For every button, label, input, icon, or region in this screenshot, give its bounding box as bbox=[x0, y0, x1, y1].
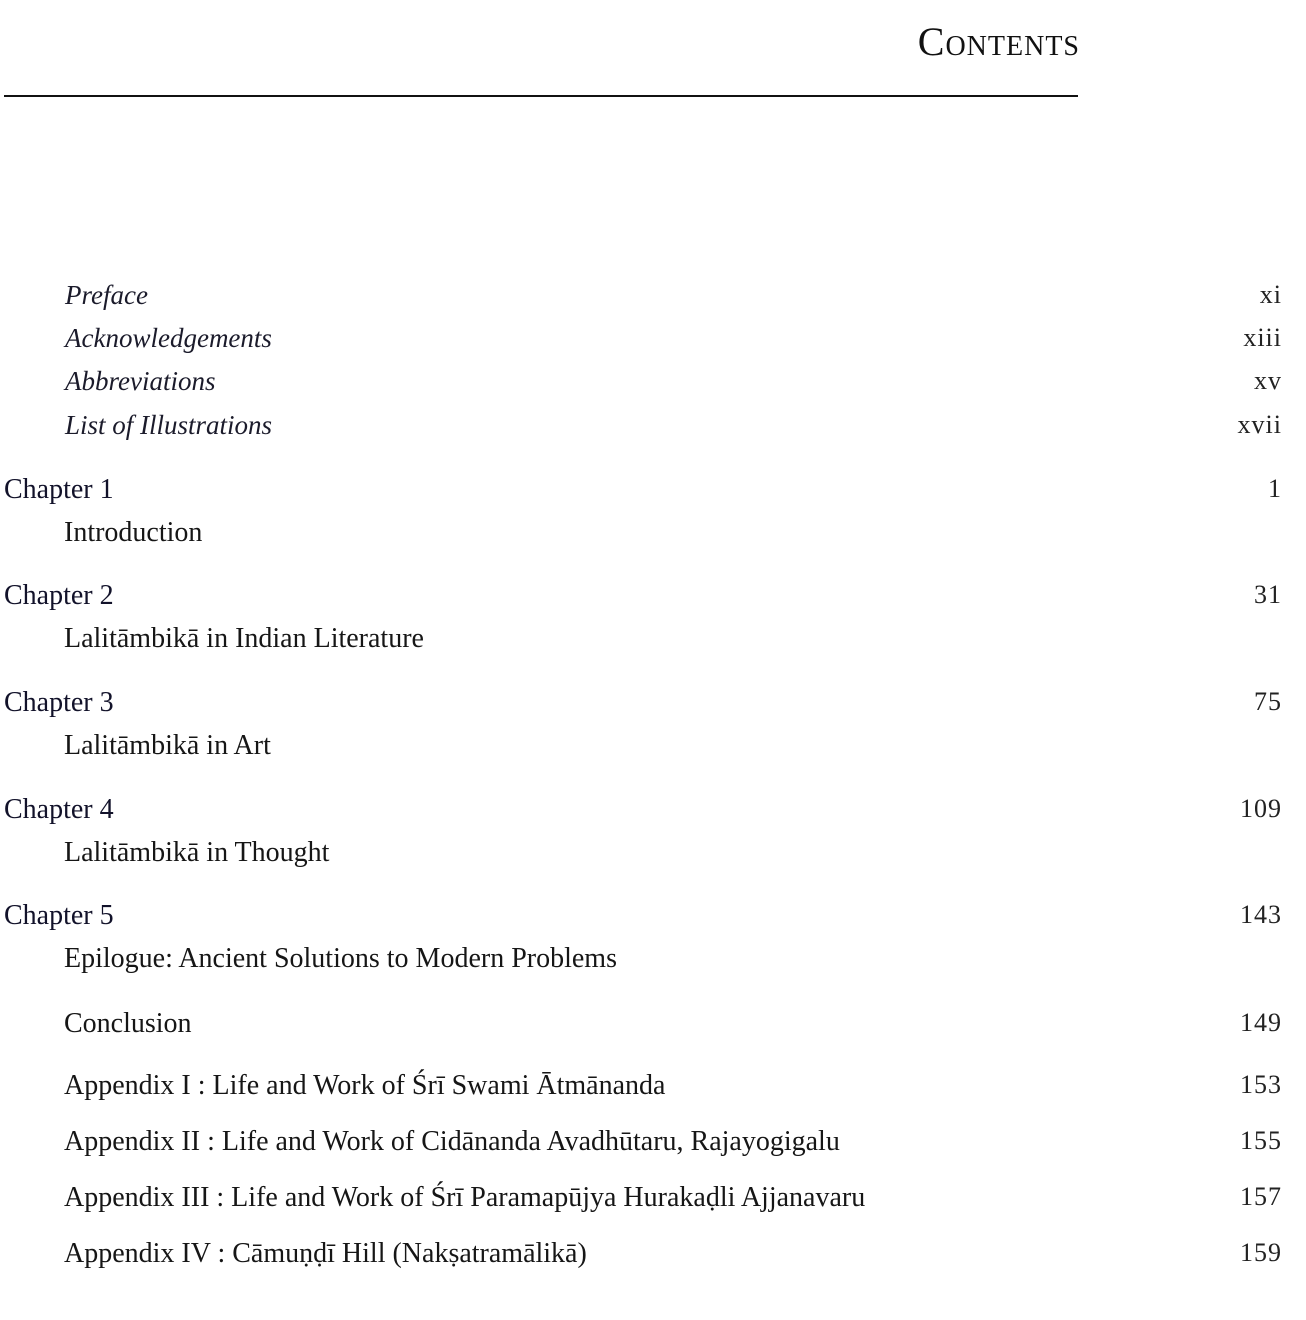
toc-entry-abbreviations[interactable] bbox=[0, 366, 1282, 406]
chapter-subtitle: Lalitāmbikā in Indian Literature bbox=[64, 623, 424, 654]
chapter-label: Chapter 2 bbox=[4, 580, 114, 611]
toc-entry-page: xiii bbox=[1243, 323, 1282, 352]
toc-entry-preface[interactable] bbox=[0, 280, 1282, 320]
chapter-subtitle: Introduction bbox=[64, 517, 203, 548]
toc-entry-label: Preface bbox=[65, 280, 148, 310]
chapter-label: Chapter 3 bbox=[4, 687, 114, 718]
toc-entry-label: Appendix I : Life and Work of Śrī Swami Ātmānanda bbox=[64, 1070, 666, 1101]
toc-entry-page: xv bbox=[1254, 366, 1282, 395]
toc-entry-label: Appendix III : Life and Work of Śrī Paramapūjya Hurakaḍli Ajjanavaru bbox=[64, 1182, 866, 1213]
toc-chapter-3[interactable] bbox=[0, 687, 1282, 727]
toc-entry-conclusion[interactable] bbox=[0, 1008, 1282, 1048]
chapter-page: 143 bbox=[1240, 900, 1282, 929]
chapter-subtitle: Lalitāmbikā in Art bbox=[64, 730, 271, 761]
toc-entry-label: Acknowledgements bbox=[65, 323, 272, 353]
chapter-label: Chapter 5 bbox=[4, 900, 114, 931]
toc-entry-label: Conclusion bbox=[64, 1008, 192, 1039]
toc-entry-label: List of Illustrations bbox=[65, 410, 273, 440]
toc-chapter-2-title bbox=[0, 623, 1282, 663]
toc-entry-label: Appendix IV : Cāmuṇḍī Hill (Nakṣatramālikā) bbox=[64, 1238, 587, 1269]
toc-entry-appendix-1[interactable] bbox=[0, 1070, 1282, 1110]
chapter-label: Chapter 4 bbox=[4, 794, 114, 825]
chapter-page: 109 bbox=[1240, 794, 1282, 823]
toc-entry-page: 157 bbox=[1240, 1182, 1282, 1211]
title-rule bbox=[4, 95, 1078, 97]
chapter-page: 31 bbox=[1254, 580, 1282, 609]
toc-chapter-4[interactable] bbox=[0, 794, 1282, 834]
toc-entry-acknowledgements[interactable] bbox=[0, 323, 1282, 363]
toc-chapter-1[interactable] bbox=[0, 474, 1282, 514]
toc-entry-appendix-4[interactable] bbox=[0, 1238, 1282, 1278]
page-title: Contents bbox=[917, 19, 1080, 64]
toc-entry-label: Appendix II : Life and Work of Cidānanda Avadhūtaru, Rajayogigalu bbox=[64, 1126, 840, 1157]
chapter-page: 1 bbox=[1268, 474, 1282, 503]
toc-entry-appendix-2[interactable] bbox=[0, 1126, 1282, 1166]
toc-chapter-3-title bbox=[0, 730, 1282, 770]
toc-entry-page: 153 bbox=[1240, 1070, 1282, 1099]
chapter-subtitle: Epilogue: Ancient Solutions to Modern Problems bbox=[64, 943, 617, 974]
toc-chapter-1-title bbox=[0, 517, 1282, 557]
toc-entry-page: xi bbox=[1259, 280, 1282, 309]
toc-entry-label: Abbreviations bbox=[65, 366, 216, 396]
toc-entry-page: 149 bbox=[1240, 1008, 1282, 1037]
chapter-label: Chapter 1 bbox=[4, 474, 114, 505]
toc-entry-list-of-illustrations[interactable] bbox=[0, 410, 1282, 450]
toc-chapter-5-title bbox=[0, 943, 1282, 983]
chapter-subtitle: Lalitāmbikā in Thought bbox=[64, 837, 330, 868]
toc-entry-appendix-3[interactable] bbox=[0, 1182, 1282, 1222]
toc-entry-page: 155 bbox=[1240, 1126, 1282, 1155]
toc-chapter-4-title bbox=[0, 837, 1282, 877]
toc-chapter-5[interactable] bbox=[0, 900, 1282, 940]
toc-chapter-2[interactable] bbox=[0, 580, 1282, 620]
toc-entry-page: 159 bbox=[1240, 1238, 1282, 1267]
toc-entry-page: xvii bbox=[1237, 410, 1282, 439]
chapter-page: 75 bbox=[1254, 687, 1282, 716]
